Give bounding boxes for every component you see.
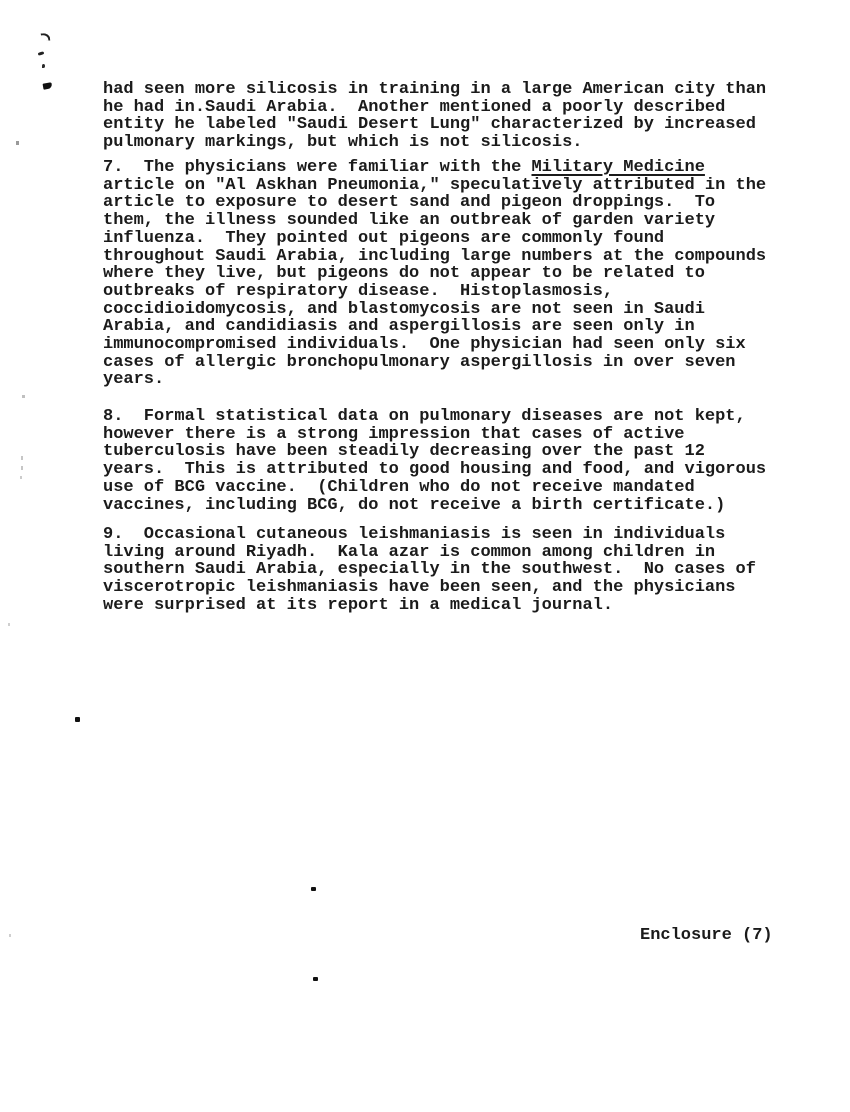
text-line: [103, 230, 766, 248]
text-segment: where they live, but pigeons do not appear to be related to: [103, 264, 705, 284]
speck-c-mark: [21, 456, 23, 460]
text-segment: were surprised at its report in a medical journal.: [103, 595, 614, 615]
text-segment: use of BCG vaccine. (Children who do not receive mandated: [103, 477, 695, 497]
text-segment: 7. The physicians were familiar with the: [103, 158, 532, 177]
underlined-text: Military Medicine: [531, 158, 705, 177]
text-line: [103, 212, 766, 230]
text-line: [103, 544, 756, 562]
ink-dot-b-mark: [311, 887, 316, 891]
text-segment: Arabia, and candidiasis and aspergillosis are seen only in: [103, 317, 695, 337]
text-line: [103, 408, 766, 426]
speck-a-mark: [16, 141, 19, 145]
text-line: [103, 354, 766, 372]
text-segment: had seen more silicosis in training in a large American city than: [103, 80, 767, 99]
paragraph-item-8: [103, 408, 766, 514]
ink-dot-c-mark: [313, 977, 318, 981]
pen-curl-icon: [41, 33, 51, 42]
text-line: [103, 134, 766, 152]
text-segment: cases of allergic bronchopulmonary aspergillosis in over seven: [103, 352, 736, 372]
text-line: [103, 561, 756, 579]
text-segment: southern Saudi Arabia, especially in the southwest. No cases of: [103, 560, 756, 580]
text-line: [103, 116, 766, 134]
text-segment: 8. Formal statistical data on pulmonary diseases are not kept,: [103, 407, 746, 426]
text-line: [103, 426, 766, 444]
text-segment: article on "Al Askhan Pneumonia," speculatively attributed in the: [103, 175, 767, 195]
text-line: [103, 497, 766, 515]
text-segment: years.: [103, 370, 165, 390]
paragraph-continuation: [103, 81, 766, 152]
text-line: [103, 336, 766, 354]
text-segment: entity he labeled "Saudi Desert Lung" characterized by increased: [103, 115, 756, 135]
text-segment: coccidioidomycosis, and blastomycosis are not seen in Saudi: [103, 299, 705, 319]
text-segment: he had in.Saudi Arabia. Another mentioned a poorly described: [103, 97, 726, 117]
pen-tick-icon: [38, 51, 45, 55]
text-segment: outbreaks of respiratory disease. Histoplasmosis,: [103, 281, 614, 301]
ink-dot-a-mark: [75, 717, 80, 722]
text-line: [103, 371, 766, 389]
text-line: [103, 177, 766, 195]
text-line: [103, 81, 766, 99]
speck-f-mark: [8, 623, 10, 626]
text-segment: however there is a strong impression that cases of active: [103, 424, 685, 444]
text-line: [103, 318, 766, 336]
text-line: [103, 301, 766, 319]
text-line: [103, 526, 756, 544]
text-segment: tuberculosis have been steadily decreasing over the past 12: [103, 442, 705, 462]
speck-e-mark: [20, 476, 22, 479]
text-segment: viscerotropic leishmaniasis have been seen, and the physicians: [103, 578, 736, 598]
text-line: [103, 461, 766, 479]
paragraph-item-7: [103, 159, 766, 389]
text-segment: them, the illness sounded like an outbreak of garden variety: [103, 211, 716, 231]
pen-dot-icon: [42, 64, 45, 68]
text-line: [103, 159, 766, 177]
text-segment: immunocompromised individuals. One physician had seen only six: [103, 335, 746, 355]
text-line: [103, 479, 766, 497]
speck-g-mark: [9, 934, 11, 937]
pen-wedge-icon: [43, 82, 53, 89]
text-line: [103, 99, 766, 117]
text-segment: pulmonary markings, but which is not silicosis.: [103, 133, 583, 153]
text-line: [103, 194, 766, 212]
speck-d-mark: [21, 466, 23, 470]
text-line: [103, 283, 766, 301]
text-line: [103, 265, 766, 283]
text-segment: influenza. They pointed out pigeons are commonly found: [103, 228, 665, 248]
text-line: [103, 443, 766, 461]
text-line: [103, 579, 756, 597]
text-segment: throughout Saudi Arabia, including large numbers at the compounds: [103, 246, 767, 266]
text-segment: vaccines, including BCG, do not receive a birth certificate.): [103, 495, 726, 515]
text-segment: years. This is attributed to good housing and food, and vigorous: [103, 460, 767, 480]
text-segment: article to exposure to desert sand and pigeon droppings. To: [103, 193, 716, 213]
speck-b-mark: [22, 395, 25, 398]
text-segment: 9. Occasional cutaneous leishmaniasis is seen in individuals: [103, 525, 726, 544]
enclosure-label: Enclosure (7): [640, 926, 773, 945]
text-line: [103, 597, 756, 615]
paragraph-item-9: [103, 526, 756, 615]
text-segment: living around Riyadh. Kala azar is common among children in: [103, 542, 716, 562]
text-line: [103, 248, 766, 266]
